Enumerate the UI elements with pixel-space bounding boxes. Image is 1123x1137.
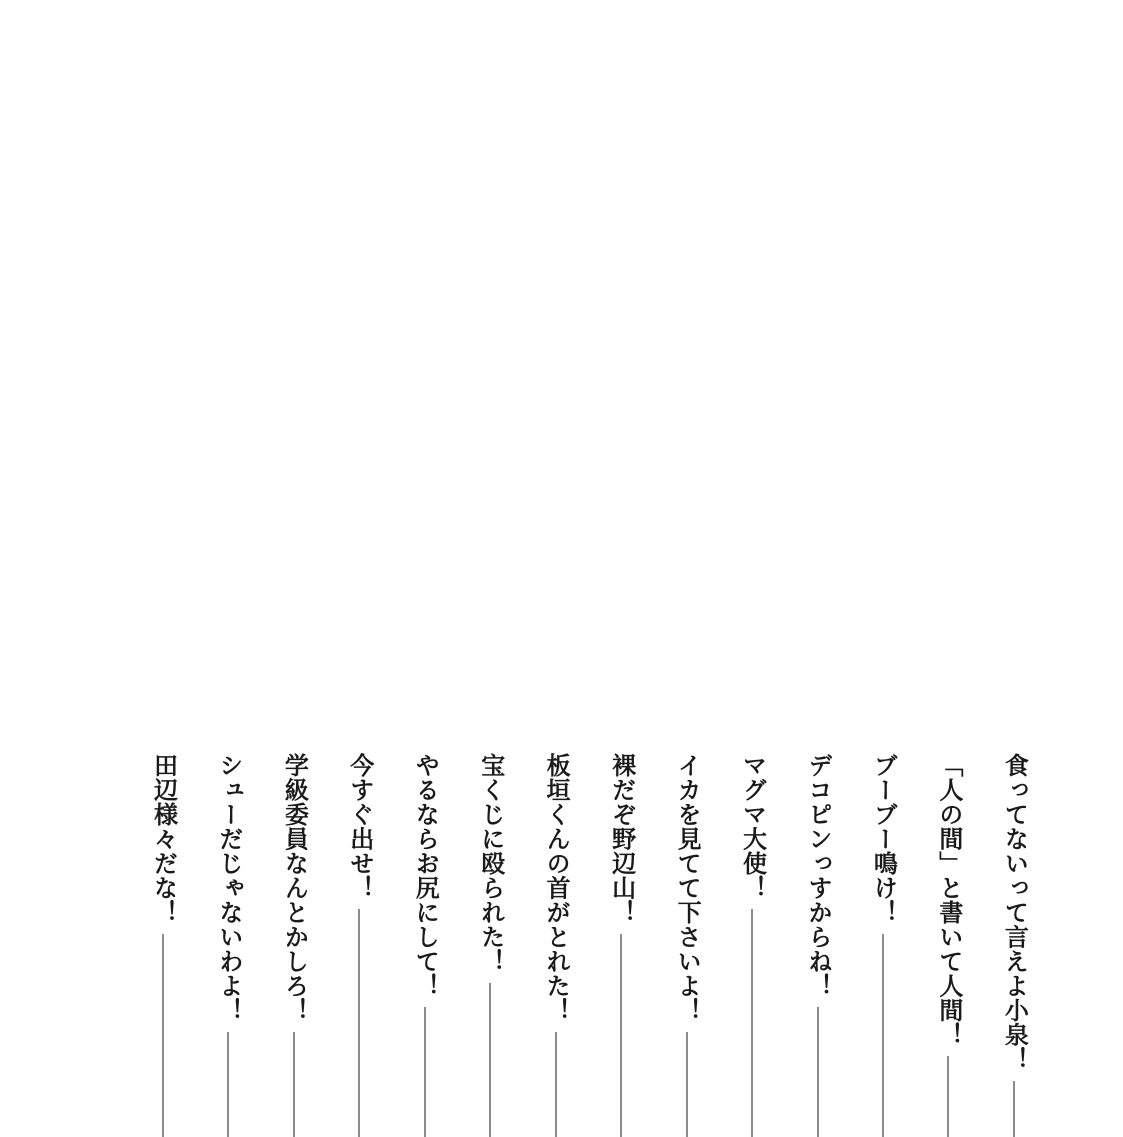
leader-line (424, 1007, 426, 1137)
leader-line (620, 934, 622, 1137)
leader-line (489, 983, 491, 1137)
toc-entry (672, 753, 702, 1137)
leader-line (882, 934, 884, 1137)
toc-entry (213, 753, 243, 1137)
toc-entry-label: 「人の間」と書いて人間！ (934, 753, 963, 1047)
toc-entry-label: 裸だぞ野辺山！ (607, 753, 636, 925)
leader-line (686, 1032, 688, 1137)
toc-entry-label: 田辺様々だな！ (149, 753, 178, 925)
toc-entry (344, 753, 374, 1137)
leader-line (817, 1007, 819, 1137)
toc-entry (933, 753, 963, 1137)
leader-line (555, 1032, 557, 1137)
toc-entry-label: デコピンっすからね！ (803, 753, 832, 998)
toc-entry-label: 学級委員なんとかしろ！ (280, 753, 309, 1023)
toc-entry-label: マグマ大使！ (738, 753, 767, 900)
toc-entry (999, 753, 1029, 1137)
toc-entry (606, 753, 636, 1137)
toc-entry-label: シューだじゃないわよ！ (214, 753, 243, 1023)
toc-entry (803, 753, 833, 1137)
toc-entry-label: イカを見てて下さいよ！ (673, 753, 702, 1023)
toc-entry (279, 753, 309, 1137)
table-of-contents (148, 753, 1029, 1137)
toc-entry (148, 753, 178, 1137)
toc-entry-label: 宝くじに殴られた！ (476, 753, 505, 974)
toc-entry-label: 今すぐ出せ！ (345, 753, 374, 900)
toc-entry-label: 食ってないって言えよ小泉！ (1000, 753, 1029, 1072)
toc-entry (541, 753, 571, 1137)
leader-line (227, 1032, 229, 1137)
leader-line (162, 934, 164, 1137)
toc-entry (475, 753, 505, 1137)
toc-entry (868, 753, 898, 1137)
leader-line (1013, 1081, 1015, 1137)
toc-entry (410, 753, 440, 1137)
leader-line (293, 1032, 295, 1137)
leader-line (358, 909, 360, 1137)
toc-entry-label: 板垣くんの首がとれた！ (542, 753, 571, 1023)
toc-entry (737, 753, 767, 1137)
leader-line (751, 909, 753, 1137)
toc-entry-label: ブーブー鳴け！ (869, 753, 898, 925)
toc-entry-label: やるならお尻にして！ (411, 753, 440, 998)
leader-line (947, 1056, 949, 1137)
